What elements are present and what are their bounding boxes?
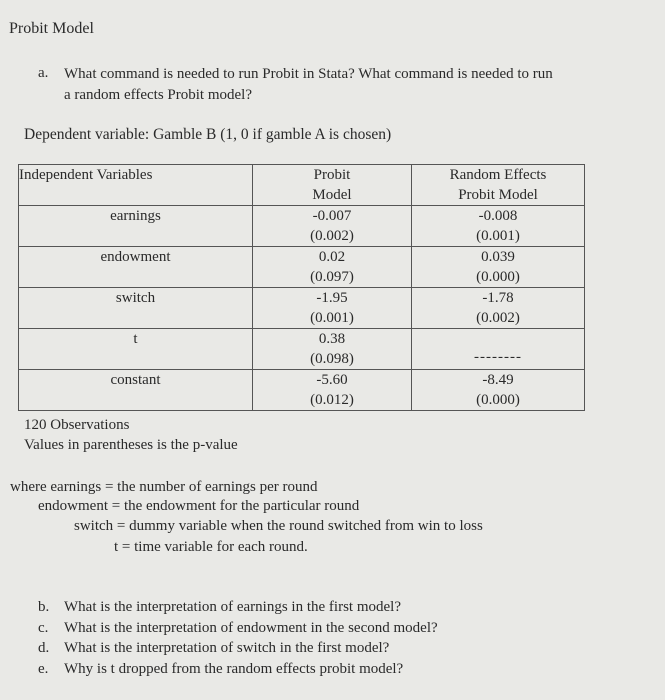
re-cell: [412, 288, 585, 329]
re-pvalue: (0.000): [476, 269, 520, 285]
probit-cell: [253, 288, 412, 329]
header-probit-line2: Model: [312, 187, 352, 203]
table-header-row: [19, 165, 585, 206]
re-cell: [412, 370, 585, 411]
re-pvalue: (0.001): [476, 228, 520, 244]
probit-coef: -0.007: [312, 208, 352, 224]
header-probit-model: [253, 165, 412, 206]
row-label: endowment: [19, 247, 253, 288]
question-e-marker: e.: [38, 661, 49, 677]
re-cell: [412, 206, 585, 247]
definition-switch: switch = dummy variable when the round switched from win to loss: [74, 518, 483, 534]
re-pvalue: (0.000): [476, 392, 520, 408]
header-independent-variables: Independent Variables: [19, 165, 253, 206]
table-row: [19, 329, 585, 370]
table-row: [19, 247, 585, 288]
header-random-effects: [412, 165, 585, 206]
question-a-line2: a random effects Probit model?: [64, 87, 252, 103]
row-label: t: [19, 329, 253, 370]
question-a-line1: What command is needed to run Probit in Stata? What command is needed to run: [64, 66, 553, 82]
row-label: switch: [19, 288, 253, 329]
results-table: [18, 164, 585, 411]
question-b-marker: b.: [38, 599, 50, 615]
probit-cell: [253, 247, 412, 288]
row-label: earnings: [19, 206, 253, 247]
probit-coef: 0.38: [318, 331, 346, 347]
table-row: [19, 370, 585, 411]
re-coef: -8.49: [482, 372, 514, 388]
table-row: [19, 206, 585, 247]
re-dropped-dashes: --------: [474, 349, 522, 365]
probit-pvalue: (0.002): [310, 228, 354, 244]
header-re-line1: Random Effects: [449, 167, 547, 183]
definition-endowment: endowment = the endowment for the particular round: [38, 498, 360, 514]
probit-pvalue: (0.001): [310, 310, 354, 326]
question-a-marker: a.: [38, 65, 49, 81]
probit-cell: [253, 206, 412, 247]
probit-coef: -1.95: [316, 290, 348, 306]
page-title: Probit Model: [9, 20, 94, 37]
re-cell: [412, 247, 585, 288]
question-d-text: What is the interpretation of switch in the first model?: [64, 640, 390, 656]
question-c-text: What is the interpretation of endowment in the second model?: [64, 620, 438, 636]
probit-coef: 0.02: [318, 249, 346, 265]
header-re-line2: Probit Model: [458, 187, 538, 203]
table-row: [19, 288, 585, 329]
pvalue-note: Values in parentheses is the p-value: [24, 437, 238, 453]
re-cell: [412, 329, 585, 370]
re-coef: -1.78: [482, 290, 514, 306]
header-probit-line1: Probit: [313, 167, 351, 183]
probit-cell: [253, 370, 412, 411]
question-d-marker: d.: [38, 640, 50, 656]
probit-pvalue: (0.012): [310, 392, 354, 408]
question-b-text: What is the interpretation of earnings in the first model?: [64, 599, 401, 615]
re-coef: 0.039: [481, 249, 515, 265]
re-pvalue: (0.002): [476, 310, 520, 326]
dependent-variable: Dependent variable: Gamble B (1, 0 if gamble A is chosen): [24, 126, 392, 143]
row-label: constant: [19, 370, 253, 411]
probit-pvalue: (0.098): [310, 351, 354, 367]
definition-earnings: where earnings = the number of earnings per round: [10, 479, 318, 495]
probit-pvalue: (0.097): [310, 269, 354, 285]
question-e-text: Why is t dropped from the random effects probit model?: [64, 661, 404, 677]
observations-note: 120 Observations: [24, 417, 130, 433]
probit-coef: -5.60: [316, 372, 348, 388]
probit-cell: [253, 329, 412, 370]
re-coef: -0.008: [478, 208, 518, 224]
definition-t: t = time variable for each round.: [114, 539, 308, 555]
question-c-marker: c.: [38, 620, 49, 636]
